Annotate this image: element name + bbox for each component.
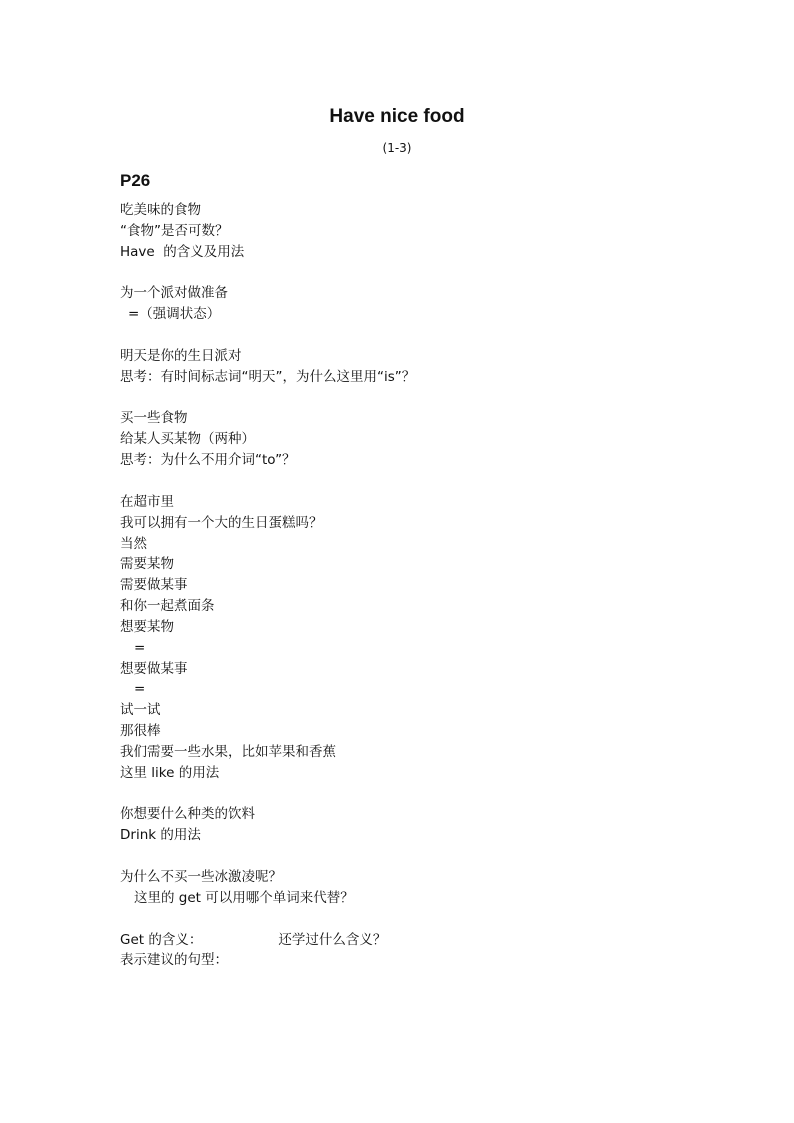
text-line (120, 450, 680, 471)
text-line (120, 429, 680, 450)
line-text: Drink 的用法 (120, 827, 201, 844)
blank-line (120, 388, 680, 409)
text-line (120, 867, 680, 888)
text-line (120, 346, 680, 367)
text-line (120, 659, 680, 680)
line-text: =（强调状态） (128, 306, 221, 323)
text-line (120, 367, 680, 388)
blank-line (120, 846, 680, 867)
line-text: 这里 like 的用法 (120, 764, 220, 781)
line-text: 想要做某事 (120, 660, 188, 677)
text-line (120, 242, 680, 263)
text-line (120, 534, 680, 555)
line-text: 为什么不买一些冰激凌呢？ (120, 869, 282, 885)
text-line (120, 763, 680, 784)
line-text: “食物”是否可数？ (120, 222, 229, 239)
text-line (120, 513, 680, 534)
line-text: 为一个派对做准备 (120, 285, 228, 302)
text-line (120, 617, 680, 638)
section-heading: P26 (120, 171, 151, 190)
blank-line (120, 784, 680, 805)
text-line (120, 283, 680, 304)
line-text: 需要某物 (120, 556, 174, 573)
text-line (120, 638, 680, 659)
line-text: 吃美味的食物 (120, 202, 201, 218)
document-subtitle: (1-3) (382, 141, 412, 155)
line-text: Get 的含义： (120, 931, 203, 948)
blank-line (120, 909, 680, 930)
line-text: 我可以拥有一个大的生日蛋糕吗？ (120, 514, 323, 531)
blank-line (120, 325, 680, 346)
text-line (120, 721, 680, 742)
line-text: 和你一起煮面条 (120, 598, 215, 615)
line-text: 试一试 (120, 702, 161, 719)
line-text: 需要做某事 (120, 577, 188, 594)
line-text: 我们需要一些水果，比如苹果和香蕉 (120, 743, 336, 760)
text-line (120, 221, 680, 242)
text-line (120, 575, 680, 596)
line-text: = (134, 681, 146, 698)
line-text: 明天是你的生日派对 (120, 347, 242, 364)
text-line (120, 825, 680, 846)
line-text: 思考：有时间标志词“明天”，为什么这里用“is”？ (120, 368, 416, 385)
document-title: Have nice food (329, 106, 465, 127)
text-line (120, 888, 680, 909)
line-text: 买一些食物 (120, 410, 188, 427)
text-line (120, 679, 680, 700)
line-text: Have 的含义及用法 (120, 243, 245, 260)
blank-line (120, 263, 680, 284)
text-line (120, 492, 680, 513)
text-line (120, 408, 680, 429)
blank-line (120, 471, 680, 492)
text-line (120, 930, 680, 951)
line-text: 那很棒 (120, 723, 161, 740)
text-line (120, 950, 680, 971)
line-text: 在超市里 (120, 493, 174, 510)
text-line (120, 554, 680, 575)
text-line (120, 742, 680, 763)
line-text: 这里的 get 可以用哪个单词来代替？ (134, 889, 354, 906)
text-line (120, 804, 680, 825)
line-text: = (134, 639, 146, 656)
text-line (120, 596, 680, 617)
line-text: 给某人买某物（两种） (120, 431, 255, 448)
text-line (120, 700, 680, 721)
line-text: 表示建议的句型： (120, 952, 228, 969)
line-extra-text: 还学过什么含义？ (278, 931, 387, 948)
text-line (120, 304, 680, 325)
line-text: 当然 (120, 535, 147, 552)
document-body (120, 200, 680, 971)
line-text: 想要某物 (120, 618, 174, 635)
line-text: 思考：为什么不用介词“to”？ (120, 452, 296, 469)
line-text: 你想要什么种类的饮料 (120, 806, 255, 823)
text-line (120, 200, 680, 221)
